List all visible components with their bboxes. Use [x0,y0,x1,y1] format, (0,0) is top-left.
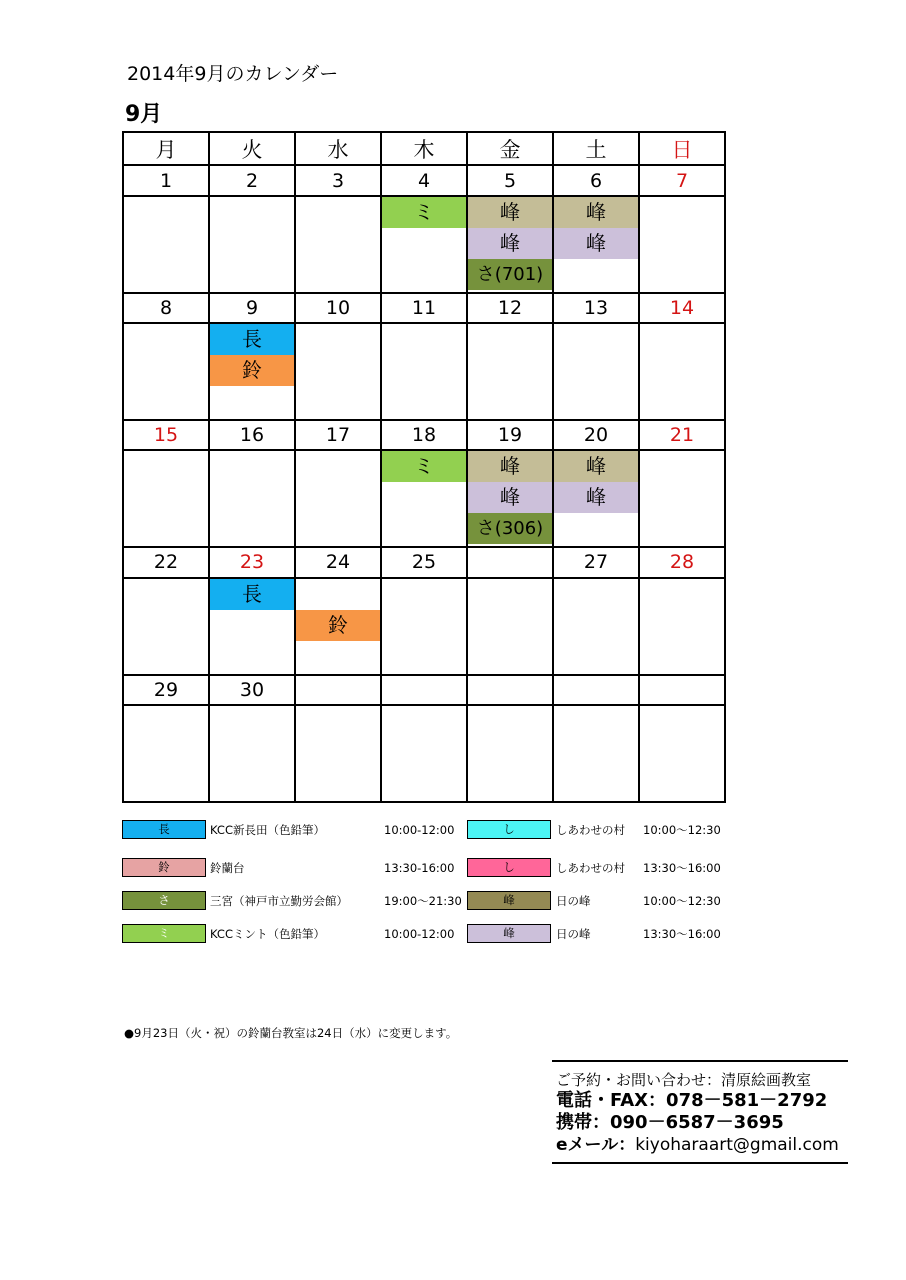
calendar [122,131,726,803]
weekday-header: 火 [209,132,295,165]
event-row [123,578,725,675]
day-number: 29 [123,675,209,705]
day-events-cell [553,578,639,675]
day-events-cell [295,578,381,675]
contact-top-rule [552,1060,848,1062]
day-number [467,675,553,705]
day-events-cell [381,196,467,293]
day-events-cell [295,323,381,420]
legend-description: 日の峰 [556,926,591,941]
legend-description: 鈴蘭台 [210,860,245,875]
day-number: 9 [209,293,295,323]
day-number: 8 [123,293,209,323]
day-number: 23 [209,547,295,577]
day-events-cell [123,323,209,420]
day-number: 14 [639,293,725,323]
legend-time: 13:30〜16:00 [643,860,721,875]
month-label: 9月 [125,102,163,127]
day-number: 20 [553,420,639,450]
event-chip-sa: さ(306) [468,513,552,544]
day-number: 24 [295,547,381,577]
legend-time: 13:30〜16:00 [643,926,721,941]
date-number-row [123,165,725,195]
day-events-cell [123,450,209,547]
legend-description: KCC新長田（色鉛筆） [210,822,325,837]
legend-swatch: 峰 [467,924,551,943]
legend-description: KCCミント（色鉛筆） [210,926,325,941]
day-number: 2 [209,165,295,195]
event-chip-mine_am: 峰 [468,197,552,228]
legend-swatch: 長 [122,820,206,839]
day-number [639,675,725,705]
day-number: 7 [639,165,725,195]
day-number: 28 [639,547,725,577]
day-events-cell [209,705,295,802]
day-number: 4 [381,165,467,195]
day-events-cell [553,323,639,420]
day-number: 12 [467,293,553,323]
legend-description: しあわせの村 [556,822,625,837]
contact-heading: ご予約・お問い合わせ：清原絵画教室 [556,1071,812,1089]
day-number [467,547,553,577]
legend-swatch: さ [122,891,206,910]
date-number-row [123,675,725,705]
event-chip-mine_am: 峰 [554,451,638,482]
legend-description: 日の峰 [556,893,591,908]
contact-email-value[interactable]: kiyoharaart@gmail.com [635,1135,839,1155]
day-number: 6 [553,165,639,195]
weekday-header: 金 [467,132,553,165]
calendar-table [122,131,726,803]
day-number: 10 [295,293,381,323]
legend-swatch: し [467,858,551,877]
event-chip-naga: 長 [210,579,294,610]
event-row [123,323,725,420]
event-row [123,450,725,547]
event-chip-suzu: 鈴 [210,355,294,386]
day-number: 30 [209,675,295,705]
day-number [381,675,467,705]
day-number: 3 [295,165,381,195]
event-chip-naga: 長 [210,324,294,355]
event-chip-mine_pm: 峰 [468,482,552,513]
legend-time: 10:00-12:00 [384,926,455,941]
day-number: 17 [295,420,381,450]
event-spacer [296,579,380,610]
legend-description: しあわせの村 [556,860,625,875]
event-chip-mine_pm: 峰 [554,482,638,513]
day-events-cell [123,196,209,293]
day-events-cell [467,196,553,293]
date-number-row [123,293,725,323]
day-events-cell [209,196,295,293]
day-events-cell [209,323,295,420]
day-number [295,675,381,705]
event-chip-mine_am: 峰 [468,451,552,482]
day-events-cell [467,450,553,547]
date-number-row [123,420,725,450]
day-events-cell [639,323,725,420]
event-chip-mine_pm: 峰 [468,228,552,259]
legend-time: 13:30-16:00 [384,860,455,875]
event-row [123,196,725,293]
day-events-cell [381,705,467,802]
legend-time: 10:00-12:00 [384,822,455,837]
day-events-cell [639,705,725,802]
legend-time: 10:00〜12:30 [643,822,721,837]
legend-swatch: 峰 [467,891,551,910]
contact-email [552,1134,848,1156]
event-chip-sa: さ(701) [468,259,552,290]
day-number: 11 [381,293,467,323]
contact-mobile: 携帯：090－6587－3695 [556,1112,784,1133]
day-number: 15 [123,420,209,450]
day-events-cell [209,578,295,675]
legend-swatch: 鈴 [122,858,206,877]
day-events-cell [381,450,467,547]
day-events-cell [639,196,725,293]
weekday-header: 木 [381,132,467,165]
day-events-cell [467,705,553,802]
day-events-cell [381,323,467,420]
day-events-cell [123,578,209,675]
contact-email-label: eメール： [556,1135,636,1155]
event-chip-suzu: 鈴 [296,610,380,641]
day-events-cell [123,705,209,802]
day-events-cell [295,705,381,802]
day-number: 16 [209,420,295,450]
day-number: 1 [123,165,209,195]
date-number-row [123,547,725,577]
day-number: 13 [553,293,639,323]
day-number: 21 [639,420,725,450]
event-chip-mine_pm: 峰 [554,228,638,259]
legend-swatch: ミ [122,924,206,943]
event-chip-mine_am: 峰 [554,197,638,228]
day-events-cell [467,578,553,675]
contact-block [552,1060,848,1164]
legend-swatch: し [467,820,551,839]
day-events-cell [209,450,295,547]
day-number: 25 [381,547,467,577]
weekday-header: 土 [553,132,639,165]
day-number: 27 [553,547,639,577]
contact-bottom-rule [552,1162,848,1164]
day-events-cell [295,196,381,293]
day-number: 19 [467,420,553,450]
day-number: 22 [123,547,209,577]
day-number: 18 [381,420,467,450]
contact-phone-fax: 電話・FAX：078－581－2792 [556,1090,828,1111]
page-title: 2014年9月のカレンダー [127,63,339,85]
schedule-change-note: ●9月23日（火・祝）の鈴蘭台教室は24日（水）に変更します。 [124,1026,458,1040]
weekday-header-row [123,132,725,165]
legend-time: 10:00〜12:30 [643,893,721,908]
legend-time: 19:00〜21:30 [384,893,462,908]
day-events-cell [467,323,553,420]
day-number [553,675,639,705]
day-events-cell [639,578,725,675]
weekday-header: 水 [295,132,381,165]
weekday-header: 日 [639,132,725,165]
legend-description: 三宮（神戸市立勤労会館） [210,893,348,908]
day-events-cell [553,705,639,802]
event-chip-mi: ミ [382,197,466,228]
event-chip-mi: ミ [382,451,466,482]
day-events-cell [553,196,639,293]
day-events-cell [553,450,639,547]
day-number: 5 [467,165,553,195]
weekday-header: 月 [123,132,209,165]
day-events-cell [381,578,467,675]
event-row [123,705,725,802]
day-events-cell [295,450,381,547]
day-events-cell [639,450,725,547]
